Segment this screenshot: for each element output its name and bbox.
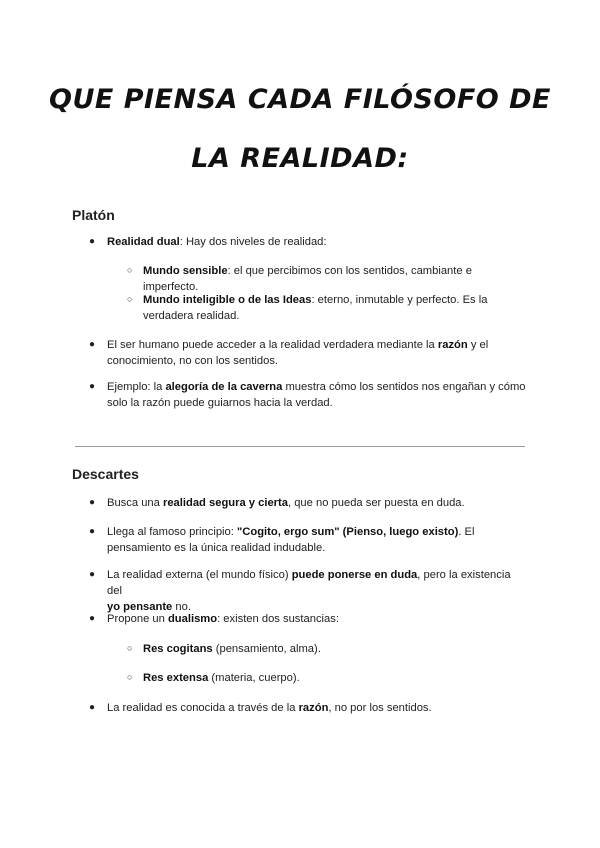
list-item-razon: El ser humano puede acceder a la realidad verdadera mediante la razón y el conocimiento, no con los sentidos.	[107, 339, 489, 367]
hollow-bullet-icon: ○	[127, 294, 133, 304]
bullet-icon: ●	[89, 339, 96, 350]
list-item-cogito: Llega al famoso principio: "Cogito, ergo sum" (Pienso, luego existo). El pensamiento es la única realidad indudable.	[107, 526, 475, 554]
bullet-icon: ●	[89, 236, 96, 247]
bullet-icon: ●	[89, 613, 96, 624]
section-divider	[75, 446, 525, 447]
bullet-icon: ●	[89, 569, 96, 580]
list-item-realidad-externa: La realidad externa (el mundo físico) puede ponerse en duda, pero la existencia del yo pensante no.	[107, 569, 511, 613]
bullet-icon: ●	[89, 702, 96, 713]
list-item-realidad-segura: Busca una realidad segura y cierta, que no pueda ser puesta en duda.	[107, 497, 465, 509]
document-title-line-1: QUE PIENSA CADA FILÓSOFO DE	[49, 84, 551, 115]
list-item-realidad-dual: Realidad dual: Hay dos niveles de realidad:	[107, 236, 327, 248]
hollow-bullet-icon: ○	[127, 643, 133, 653]
list-item-dualismo: Propone un dualismo: existen dos sustancias:	[107, 613, 339, 625]
section-heading-descartes: Descartes	[72, 466, 139, 482]
document-title-line-2: LA REALIDAD:	[191, 143, 409, 174]
hollow-bullet-icon: ○	[127, 672, 133, 682]
bullet-icon: ●	[89, 497, 96, 508]
sub-item-mundo-sensible: Mundo sensible: el que percibimos con los sentidos, cambiante e imperfecto.	[143, 265, 472, 293]
sub-item-res-extensa: Res extensa (materia, cuerpo).	[143, 672, 300, 684]
hollow-bullet-icon: ○	[127, 265, 133, 275]
list-item-razon-descartes: La realidad es conocida a través de la razón, no por los sentidos.	[107, 702, 432, 714]
sub-item-mundo-inteligible: Mundo inteligible o de las Ideas: eterno, inmutable y perfecto. Es la verdadera realidad.	[143, 294, 488, 322]
bullet-icon: ●	[89, 526, 96, 537]
list-item-alegoria: Ejemplo: la alegoría de la caverna muestra cómo los sentidos nos engañan y cómo solo la razón puede guiarnos hacia la verdad.	[107, 381, 526, 409]
bullet-icon: ●	[89, 381, 96, 392]
section-heading-platon: Platón	[72, 207, 115, 223]
sub-item-res-cogitans: Res cogitans (pensamiento, alma).	[143, 643, 321, 655]
